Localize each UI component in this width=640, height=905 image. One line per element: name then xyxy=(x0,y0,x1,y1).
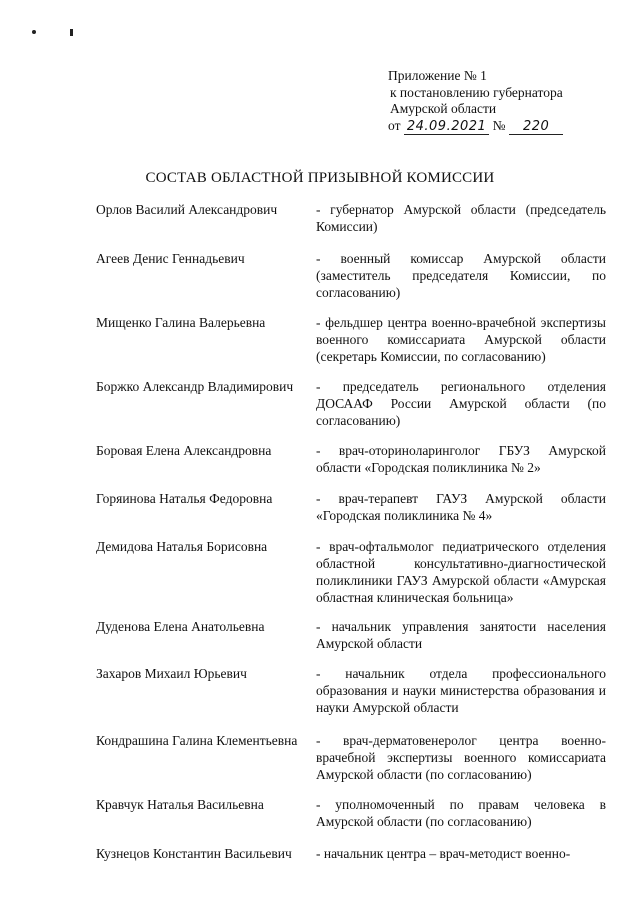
decree-number: 220 xyxy=(509,119,563,135)
member-name: Боровая Елена Александровна xyxy=(96,443,272,458)
appendix-decree-reference: к постановлению губернатора xyxy=(390,84,563,100)
member-role: - врач-терапевт ГАУЗ Амурской области «Городская поликлиника № 4» xyxy=(316,491,606,523)
appendix-number: Приложение № 1 xyxy=(388,68,487,83)
member-role: - начальник центра – врач-методист военно- xyxy=(316,846,571,861)
member-role: - врач-оториноларинголог ГБУЗ Амурской области «Городская поликлиника № 2» xyxy=(316,443,606,475)
member-name: Демидова Наталья Борисовна xyxy=(96,539,268,554)
member-name: Боржко Александр Владимирович xyxy=(96,379,294,394)
member-role: - врач-дерматовенеролог центра военно-врачебной экспертизы военного комиссариата Амурской области (по согласованию) xyxy=(316,733,606,782)
member-name: Орлов Василий Александрович xyxy=(96,202,278,217)
number-prefix: № xyxy=(492,117,506,133)
member-name: Кравчук Наталья Васильевна xyxy=(96,797,264,812)
member-name: Дуденова Елена Анатольевна xyxy=(96,619,265,634)
member-name: Агеев Денис Геннадьевич xyxy=(96,251,245,266)
decree-date: 24.09.2021 xyxy=(404,119,489,135)
member-name: Мищенко Галина Валерьевна xyxy=(96,315,266,330)
member-role: - военный комиссар Амурской области (заместитель председателя Комиссии, по согласованию) xyxy=(316,251,606,300)
member-role: - фельдшер центра военно-врачебной экспертизы военного комиссариата Амурской области (секретарь Комиссии, по согласованию) xyxy=(316,315,606,364)
member-role: - уполномоченный по правам человека в Амурской области (по согласованию) xyxy=(316,797,606,829)
member-role: - председатель регионального отделения ДОСААФ России Амурской области (по согласованию) xyxy=(316,379,606,428)
date-prefix: от xyxy=(388,117,401,133)
member-name: Кузнецов Константин Васильевич xyxy=(96,846,292,861)
member-role: - врач-офтальмолог педиатрического отделения областной консультативно-диагностической поликлиники ГАУЗ Амурской области «Амурская областная клиническая больница» xyxy=(316,539,606,605)
appendix-region: Амурской области xyxy=(390,101,497,116)
member-name: Захаров Михаил Юрьевич xyxy=(96,666,247,681)
member-name: Кондрашина Галина Клементьевна xyxy=(96,733,298,748)
member-role: - начальник управления занятости населения Амурской области xyxy=(316,619,606,651)
member-name: Горяинова Наталья Федоровна xyxy=(96,491,273,506)
member-role: - губернатор Амурской области (председатель Комиссии) xyxy=(316,202,606,234)
member-role: - начальник отдела профессионального образования и науки министерства образования и науки Амурской области xyxy=(316,666,606,715)
document-title: СОСТАВ ОБЛАСТНОЙ ПРИЗЫВНОЙ КОМИССИИ xyxy=(145,170,495,186)
